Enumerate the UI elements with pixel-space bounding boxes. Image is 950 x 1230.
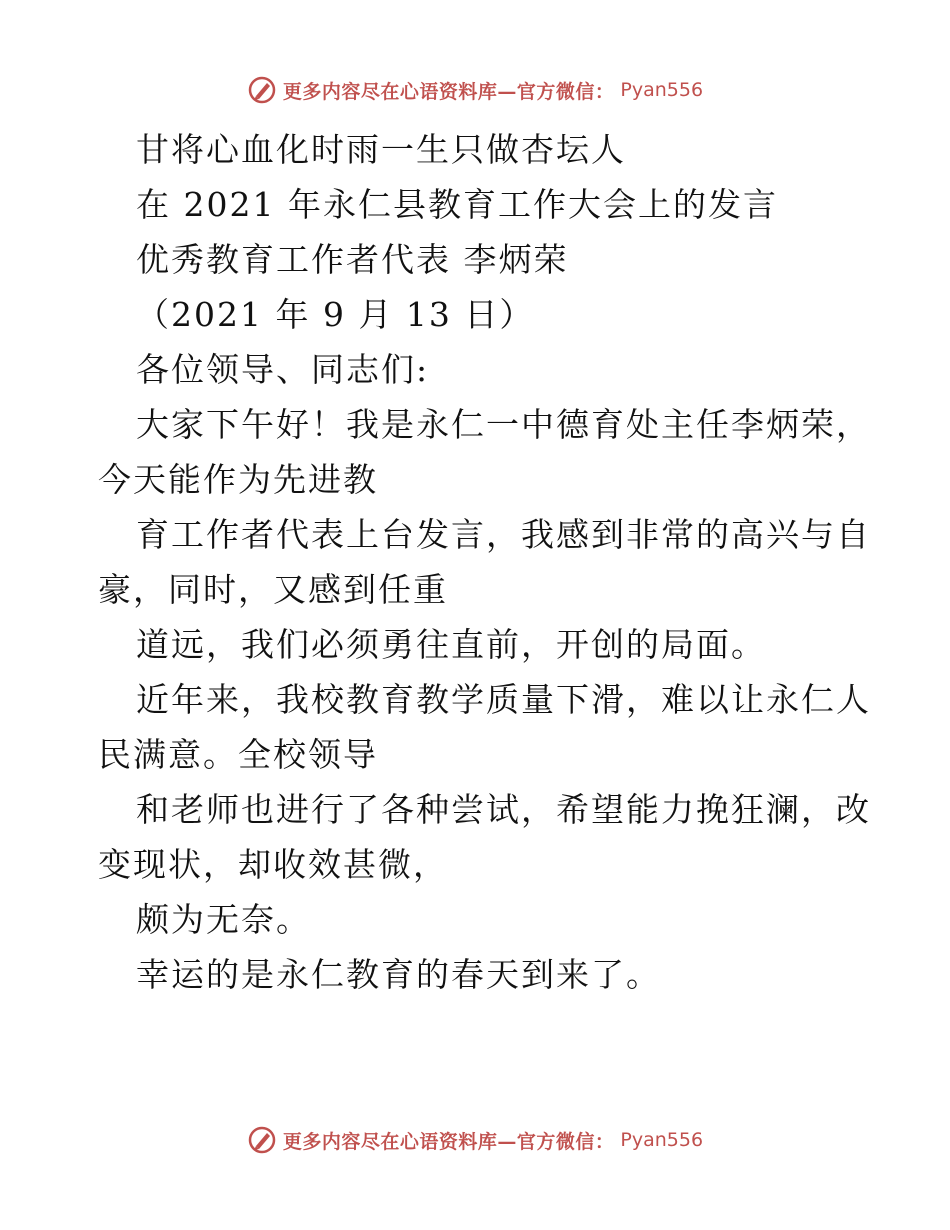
footer-banner xyxy=(0,1120,950,1160)
text-line: 近年来，我校教育教学质量下滑，难以让永仁人 xyxy=(136,680,871,719)
pen-logo-icon xyxy=(247,75,277,105)
text-line: 今天能作为先进教 xyxy=(98,460,378,499)
text-line: 优秀教育工作者代表 李炳荣 xyxy=(136,240,569,279)
text-line: 大家下午好！我是永仁一中德育处主任李炳荣， xyxy=(136,405,871,444)
text-line: 豪，同时，又感到任重 xyxy=(98,570,448,609)
document-body xyxy=(98,122,871,1002)
text-line: 在 2021 年永仁县教育工作大会上的发言 xyxy=(136,185,778,224)
text-line: 颇为无奈。 xyxy=(136,900,311,939)
text-line: 各位领导、同志们: xyxy=(136,350,430,389)
text-line: 育工作者代表上台发言，我感到非常的高兴与自 xyxy=(136,515,871,554)
text-line: 变现状，却收效甚微， xyxy=(98,845,448,884)
header-wechat-id: Pyan556 xyxy=(620,79,704,101)
text-line: （2021 年 9 月 13 日） xyxy=(136,295,535,334)
footer-banner-text: 更多内容尽在心语资料库—官方微信： xyxy=(282,1130,615,1153)
header-banner xyxy=(0,70,950,110)
pen-logo-icon xyxy=(247,1125,277,1155)
footer-wechat-id: Pyan556 xyxy=(620,1129,704,1151)
text-line: 民满意。全校领导 xyxy=(98,735,378,774)
text-line: 和老师也进行了各种尝试，希望能力挽狂澜，改 xyxy=(136,790,871,829)
text-line: 道远，我们必须勇往直前，开创的局面。 xyxy=(136,625,766,664)
text-line: 甘将心血化时雨一生只做杏坛人 xyxy=(136,130,626,169)
header-banner-text: 更多内容尽在心语资料库—官方微信： xyxy=(282,80,615,103)
text-line: 幸运的是永仁教育的春天到来了。 xyxy=(136,955,661,994)
